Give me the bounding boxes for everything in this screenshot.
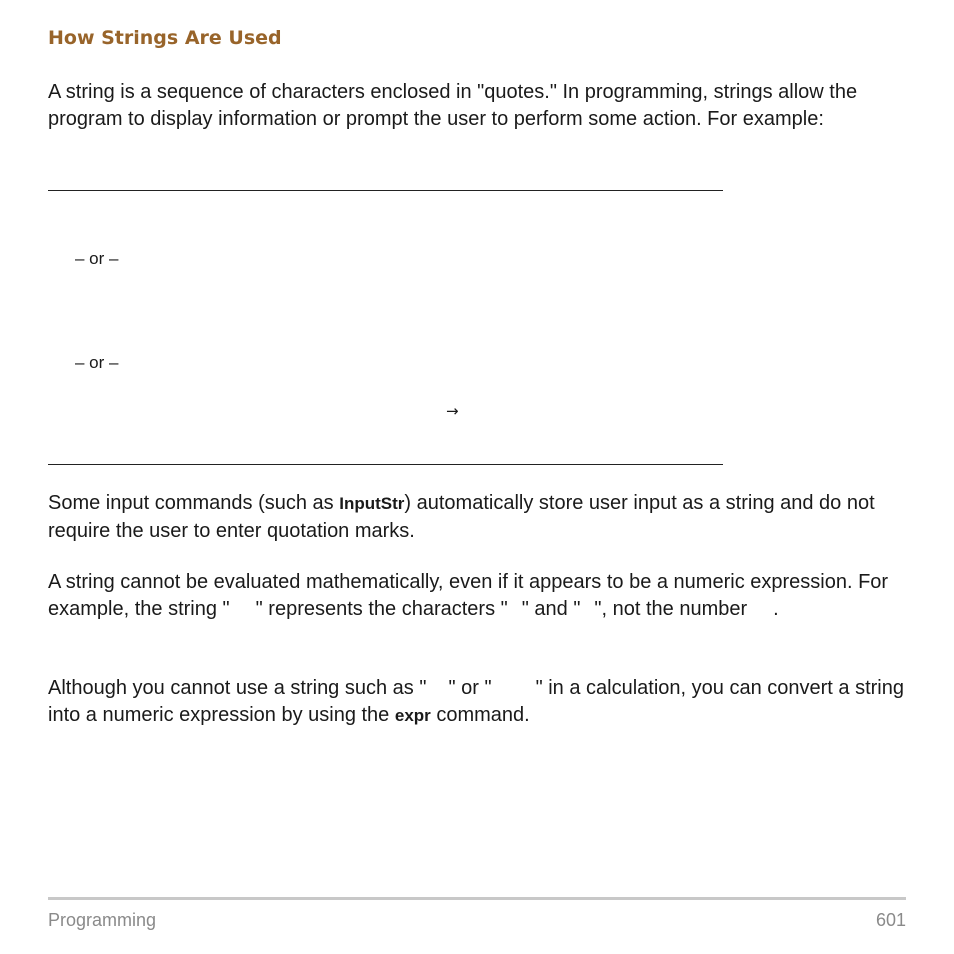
or-separator-1: – or – xyxy=(75,249,119,268)
evaluation-paragraph xyxy=(48,569,908,622)
convert-text-3: " in a calculation, you can convert a string into a numeric expression by using the xyxy=(48,677,904,726)
eval-text-1: A string cannot be evaluated mathematically, even if it appears to be a numeric expression. For example, the string " xyxy=(48,571,889,620)
store-arrow-icon: → xyxy=(446,402,459,420)
example-bottom-rule xyxy=(48,464,723,465)
convert-paragraph xyxy=(48,675,908,729)
expr-command: expr xyxy=(394,705,431,725)
input-commands-paragraph xyxy=(48,490,908,544)
footer-section-name: Programming xyxy=(48,910,157,930)
footer-rule xyxy=(48,897,906,900)
eval-text-4: ", not the number xyxy=(594,597,748,620)
eval-text-5: . xyxy=(773,597,779,620)
input-text-1: Some input commands (such as xyxy=(48,492,340,514)
intro-paragraph: A string is a sequence of characters enclosed in "quotes." In programming, strings allow the program to display information or prompt the user to perform some action. For example: xyxy=(48,81,858,130)
example-top-rule xyxy=(48,190,723,191)
or-separator-2: – or – xyxy=(75,353,119,372)
input-text-2: ) automatically store user input as a string and do not require the user to enter quotation marks. xyxy=(48,492,875,542)
footer-page-number: 601 xyxy=(875,910,906,930)
inputstr-command: InputStr xyxy=(339,494,405,513)
convert-text-1: Although you cannot use a string such as " xyxy=(48,677,427,699)
convert-text-4: command. xyxy=(430,703,530,726)
convert-text-2: " or " xyxy=(448,677,492,699)
eval-text-2: " represents the characters " xyxy=(255,597,508,620)
section-heading: How Strings Are Used xyxy=(48,27,282,49)
eval-text-3: " and " xyxy=(521,597,581,620)
